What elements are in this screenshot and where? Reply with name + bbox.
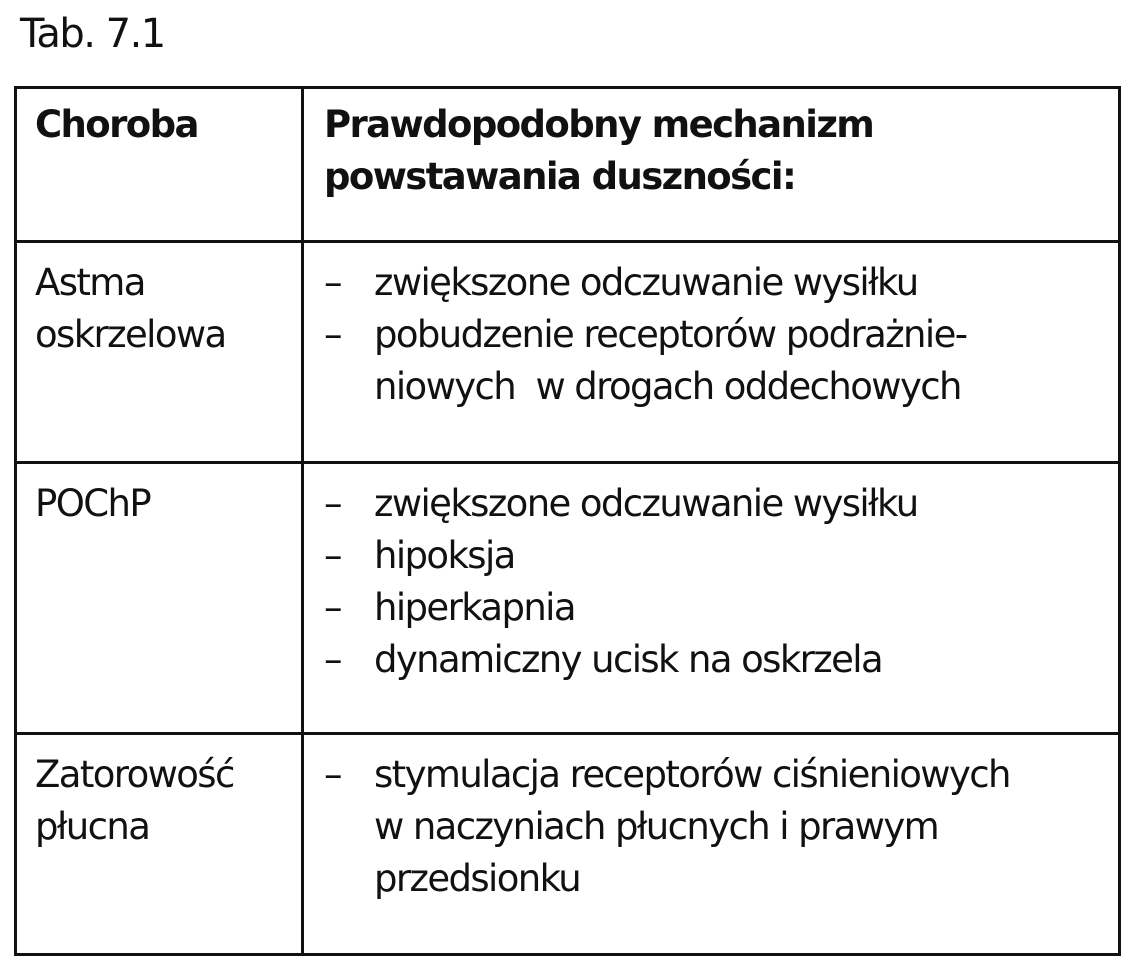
header-mechanism [303,88,1120,242]
mechanism-text: stymulacja receptorów ciśnieniowych [374,753,1010,796]
dash-bullet: – [324,534,341,577]
mechanism-item [324,478,1118,530]
mechanism-continuation: niowych w drogach oddechowych [374,365,961,408]
mechanism-continuation: w naczyniach płucnych i prawym [374,805,939,848]
mechanism-item [324,634,1118,686]
table-caption: Tab. 7.1 [20,11,165,57]
header-disease-label: Choroba [35,103,198,146]
header-disease [16,88,303,242]
mechanism-continuation: przedsionku [374,857,581,900]
disease-name-line2: oskrzelowa [35,313,226,356]
table-header-row [16,88,1120,242]
dash-bullet: – [324,638,341,681]
mechanism-cell [303,242,1120,463]
mechanism-text: hiperkapnia [374,586,575,629]
mechanism-item [324,530,1118,582]
mechanism-text: dynamiczny ucisk na oskrzela [374,638,883,681]
dash-bullet: – [324,586,341,629]
dash-bullet: – [324,261,341,304]
dash-bullet: – [324,482,341,525]
mechanism-item [324,749,1118,801]
disease-name-line1: POChP [35,482,151,525]
header-mechanism-line2: powstawania duszności: [324,155,796,198]
dash-bullet: – [324,753,341,796]
mechanism-cell [303,463,1120,734]
mechanism-text: pobudzenie receptorów podrażnie- [374,313,967,356]
header-mechanism-line1: Prawdopodobny mechanizm [324,103,874,146]
table-row [16,734,1120,955]
mechanism-item [324,257,1118,309]
mechanism-text: zwiększone odczuwanie wysiłku [374,261,918,304]
disease-cell [16,734,303,955]
disease-name-line2: płucna [35,805,150,848]
table-row [16,242,1120,463]
mechanism-text: hipoksja [374,534,515,577]
dash-bullet: – [324,313,341,356]
dyspnea-mechanisms-table [14,86,1121,956]
table-row [16,463,1120,734]
mechanism-item [324,582,1118,634]
disease-name-line1: Astma [35,261,145,304]
disease-cell [16,463,303,734]
mechanism-text: zwiększone odczuwanie wysiłku [374,482,918,525]
mechanism-item [324,309,1118,361]
disease-cell [16,242,303,463]
mechanism-cell [303,734,1120,955]
disease-name-line1: Zatorowość [35,753,234,796]
